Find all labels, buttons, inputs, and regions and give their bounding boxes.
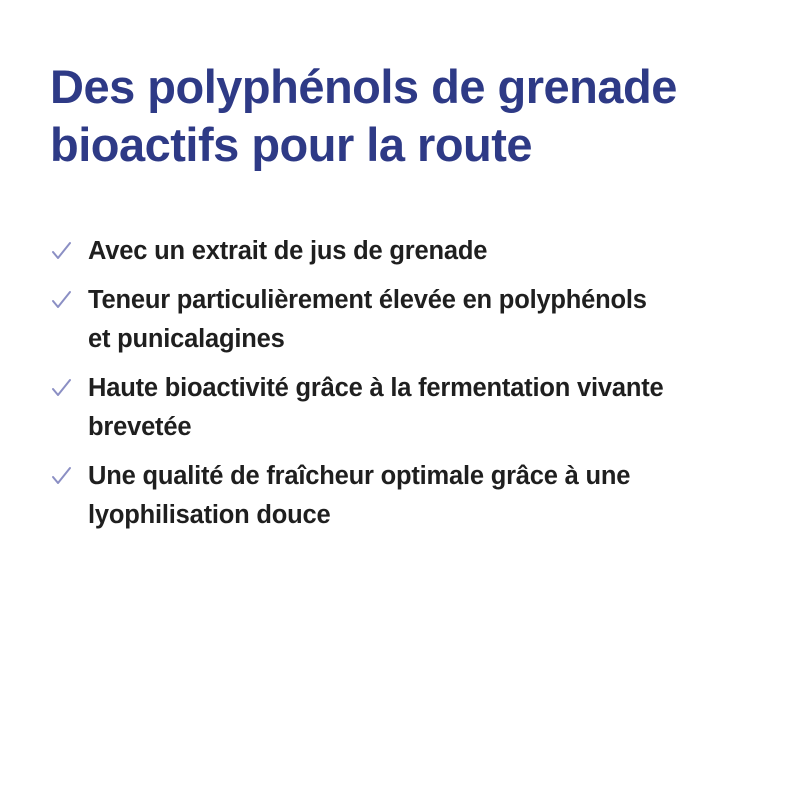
benefit-list bbox=[50, 232, 790, 545]
benefit-text: Teneur particulièrement élevée en polyphénols bbox=[88, 286, 647, 314]
benefit-item-2 bbox=[50, 281, 790, 359]
benefit-item-3 bbox=[50, 369, 790, 447]
benefit-text: Haute bioactivité grâce à la fermentation vivante bbox=[88, 374, 664, 402]
benefit-text: et punicalagines bbox=[88, 325, 285, 353]
check-icon bbox=[50, 465, 72, 487]
benefit-text: Une qualité de fraîcheur optimale grâce à une bbox=[88, 462, 631, 490]
check-icon bbox=[50, 240, 72, 262]
benefit-text: Avec un extrait de jus de grenade bbox=[88, 237, 488, 265]
benefit-item-4 bbox=[50, 457, 790, 535]
title-line-2: bioactifs pour la route bbox=[50, 118, 533, 171]
title-line-1: Des polyphénols de grenade bbox=[50, 60, 677, 113]
benefit-text: brevetée bbox=[88, 413, 192, 441]
benefit-item-1 bbox=[50, 232, 790, 271]
check-icon bbox=[50, 289, 72, 311]
check-icon bbox=[50, 377, 72, 399]
page-title bbox=[50, 58, 780, 174]
benefit-text: lyophilisation douce bbox=[88, 501, 331, 529]
